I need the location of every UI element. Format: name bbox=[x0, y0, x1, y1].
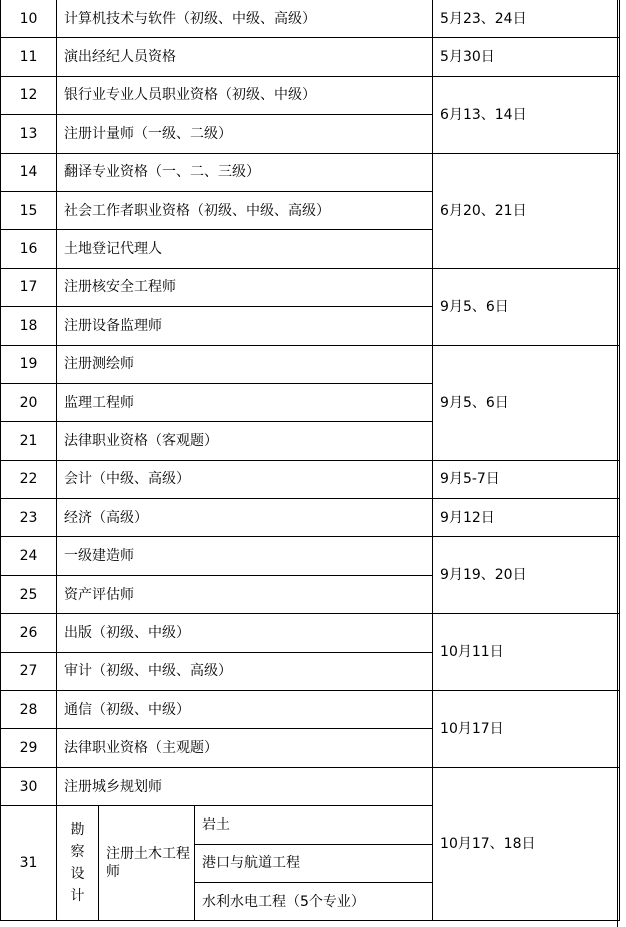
specialty-item: 水利水电工程（5个专业） bbox=[195, 882, 433, 920]
exam-name: 注册城乡规划师 bbox=[57, 767, 433, 805]
exam-date: 6月20、21日 bbox=[433, 153, 620, 268]
exam-date: 10月17、18日 bbox=[433, 767, 620, 921]
exam-name: 经济（高级） bbox=[57, 499, 433, 537]
exam-name: 法律职业资格（客观题） bbox=[57, 422, 433, 460]
exam-name: 演出经纪人员资格 bbox=[57, 38, 433, 76]
row-number: 27 bbox=[1, 652, 57, 690]
row-number: 26 bbox=[1, 614, 57, 652]
row-number: 17 bbox=[1, 268, 57, 306]
specialty-item: 港口与航道工程 bbox=[195, 844, 433, 882]
exam-name: 土地登记代理人 bbox=[57, 230, 433, 268]
exam-date: 9月5-7日 bbox=[433, 460, 620, 498]
table-row bbox=[1, 38, 620, 76]
row-number: 22 bbox=[1, 460, 57, 498]
row-number: 21 bbox=[1, 422, 57, 460]
table-row bbox=[1, 345, 620, 383]
row-number: 10 bbox=[1, 0, 57, 38]
exam-date: 5月30日 bbox=[433, 38, 620, 76]
row-number: 23 bbox=[1, 499, 57, 537]
exam-date: 10月11日 bbox=[433, 614, 620, 691]
row-number: 19 bbox=[1, 345, 57, 383]
row-number: 14 bbox=[1, 153, 57, 191]
exam-name: 资产评估师 bbox=[57, 575, 433, 613]
exam-date: 5月23、24日 bbox=[433, 0, 620, 38]
specialty-item: 岩土 bbox=[195, 806, 433, 844]
exam-name: 注册计量师（一级、二级） bbox=[57, 115, 433, 153]
exam-date: 6月13、14日 bbox=[433, 76, 620, 153]
exam-name: 法律职业资格（主观题） bbox=[57, 729, 433, 767]
row-number: 29 bbox=[1, 729, 57, 767]
exam-date: 9月5、6日 bbox=[433, 268, 620, 345]
exam-name: 注册测绘师 bbox=[57, 345, 433, 383]
exam-name: 审计（初级、中级、高级） bbox=[57, 652, 433, 690]
table-row bbox=[1, 268, 620, 306]
exam-date: 9月12日 bbox=[433, 499, 620, 537]
exam-name: 社会工作者职业资格（初级、中级、高级） bbox=[57, 191, 433, 229]
row-number: 16 bbox=[1, 230, 57, 268]
exam-name: 会计（中级、高级） bbox=[57, 460, 433, 498]
row-number: 11 bbox=[1, 38, 57, 76]
row-number: 12 bbox=[1, 76, 57, 114]
row-number: 31 bbox=[1, 806, 57, 921]
table-row bbox=[1, 460, 620, 498]
exam-name: 一级建造师 bbox=[57, 537, 433, 575]
table-row bbox=[1, 0, 620, 38]
exam-name: 注册设备监理师 bbox=[57, 307, 433, 345]
row-number: 18 bbox=[1, 307, 57, 345]
table-row bbox=[1, 537, 620, 575]
table-row bbox=[1, 153, 620, 191]
category-char: 计 bbox=[70, 888, 85, 905]
table-row bbox=[1, 767, 620, 805]
category-char: 察 bbox=[70, 844, 85, 861]
row-number: 13 bbox=[1, 115, 57, 153]
exam-date: 9月5、6日 bbox=[433, 345, 620, 460]
survey-design-category bbox=[57, 806, 99, 921]
exam-name: 银行业专业人员职业资格（初级、中级） bbox=[57, 76, 433, 114]
exam-name: 计算机技术与软件（初级、中级、高级） bbox=[57, 0, 433, 38]
category-char: 勘 bbox=[70, 822, 85, 839]
exam-name: 监理工程师 bbox=[57, 383, 433, 421]
row-number: 25 bbox=[1, 575, 57, 613]
row-number: 24 bbox=[1, 537, 57, 575]
table-row bbox=[1, 614, 620, 652]
row-number: 28 bbox=[1, 691, 57, 729]
table-row bbox=[1, 76, 620, 114]
exam-name: 出版（初级、中级） bbox=[57, 614, 433, 652]
civil-engineer-name: 注册土木工程师 bbox=[99, 806, 195, 921]
table-row bbox=[1, 691, 620, 729]
exam-date: 9月19、20日 bbox=[433, 537, 620, 614]
exam-date: 10月17日 bbox=[433, 691, 620, 768]
row-number: 20 bbox=[1, 383, 57, 421]
row-number: 15 bbox=[1, 191, 57, 229]
exam-name: 翻译专业资格（一、二、三级） bbox=[57, 153, 433, 191]
category-char: 设 bbox=[70, 866, 85, 883]
exam-name: 通信（初级、中级） bbox=[57, 691, 433, 729]
exam-name: 注册核安全工程师 bbox=[57, 268, 433, 306]
row-number: 30 bbox=[1, 767, 57, 805]
table-row bbox=[1, 499, 620, 537]
